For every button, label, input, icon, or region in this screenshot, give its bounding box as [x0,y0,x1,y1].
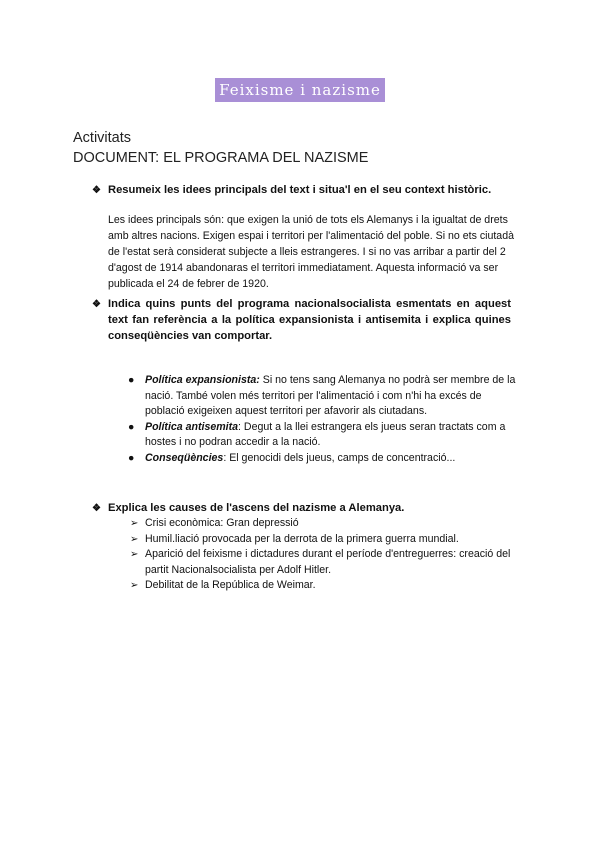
arrow-icon: ➢ [130,533,139,545]
list-item [128,451,520,467]
question-2-text: Indica quins punts del programa nacionalsocialista esmentats en aquest text fan referència a la política expansionista i antisemita i explica quines conseqüències van comportar. [108,298,511,342]
list-item-term: Conseqüències [145,451,224,464]
list-item-term: Política expansionista: [145,374,260,386]
answer-1-paragraph: Les idees principals són: que exigen la unió de tots els Alemanys i la igualtat de drets amb altres nacions. Exigen espai i territori per l'alimentació del poble. Si no ets ciutadà de l'estat serà considerat subjecte a lleis estrangeres. I si no vas arribar a partir del 2 d'agost de 1914 abandonaras el territori immediatament. Aquesta informació va ser publicada el 24 de febrer de 1920. [108,214,514,290]
bullet-icon: ● [128,420,135,433]
question-2 [92,296,512,342]
question-3 [92,500,512,517]
list-item-term: Política antisemita [145,420,239,433]
list-item-text: Humil.liació provocada per la derrota de la primera guerra mundial. [145,532,459,545]
list-item [130,516,520,532]
question-1-text: Resumeix les idees principals del text i situa'l en el seu context històric. [108,184,492,196]
page-title: Feixisme i nazisme [215,78,385,102]
list-item-text: Aparició del feixisme i dictadures durant el període d'entreguerres: creació del partit Nacionalsocialista per Adolf Hitler. [145,548,511,576]
arrow-icon: ➢ [130,518,139,529]
list-item-text: Crisi econòmica: Gran depressió [145,517,299,529]
diamond-icon: ❖ [92,503,101,514]
answer-2-list [128,373,520,466]
list-item [130,547,520,578]
diamond-icon: ❖ [92,185,101,196]
heading-activitats: Activitats [73,130,132,146]
heading-document: DOCUMENT: EL PROGRAMA DEL NAZISME [73,150,369,166]
list-item [128,420,520,451]
list-item-text: : Degut a la llei estrangera els jueus seran tractats com a hostes i no podran accedir a la nació. [145,420,506,448]
list-item-text: Debilitat de la República de Weimar. [145,579,316,591]
list-item-text: Si no tens sang Alemanya no podrà ser membre de la nació. També volen més territori per l'alimentació i com n'hi ha excés de població exigeixen aquest territori per afavorir als ciutadans. [145,374,516,417]
title-area [0,78,600,102]
question-3-text: Explica les causes de l'ascens del nazisme a Alemanya. [108,502,405,514]
answer-3-list [130,516,520,594]
arrow-icon: ➢ [130,580,139,591]
list-item-text: : El genocidi dels jueus, camps de concentració... [223,451,456,464]
arrow-icon: ➢ [130,549,139,560]
bullet-icon: ● [128,374,135,386]
list-item [128,373,520,420]
diamond-icon: ❖ [92,299,101,310]
bullet-icon: ● [128,451,135,464]
list-item [130,578,520,594]
list-item [130,532,520,548]
question-1 [92,182,512,199]
